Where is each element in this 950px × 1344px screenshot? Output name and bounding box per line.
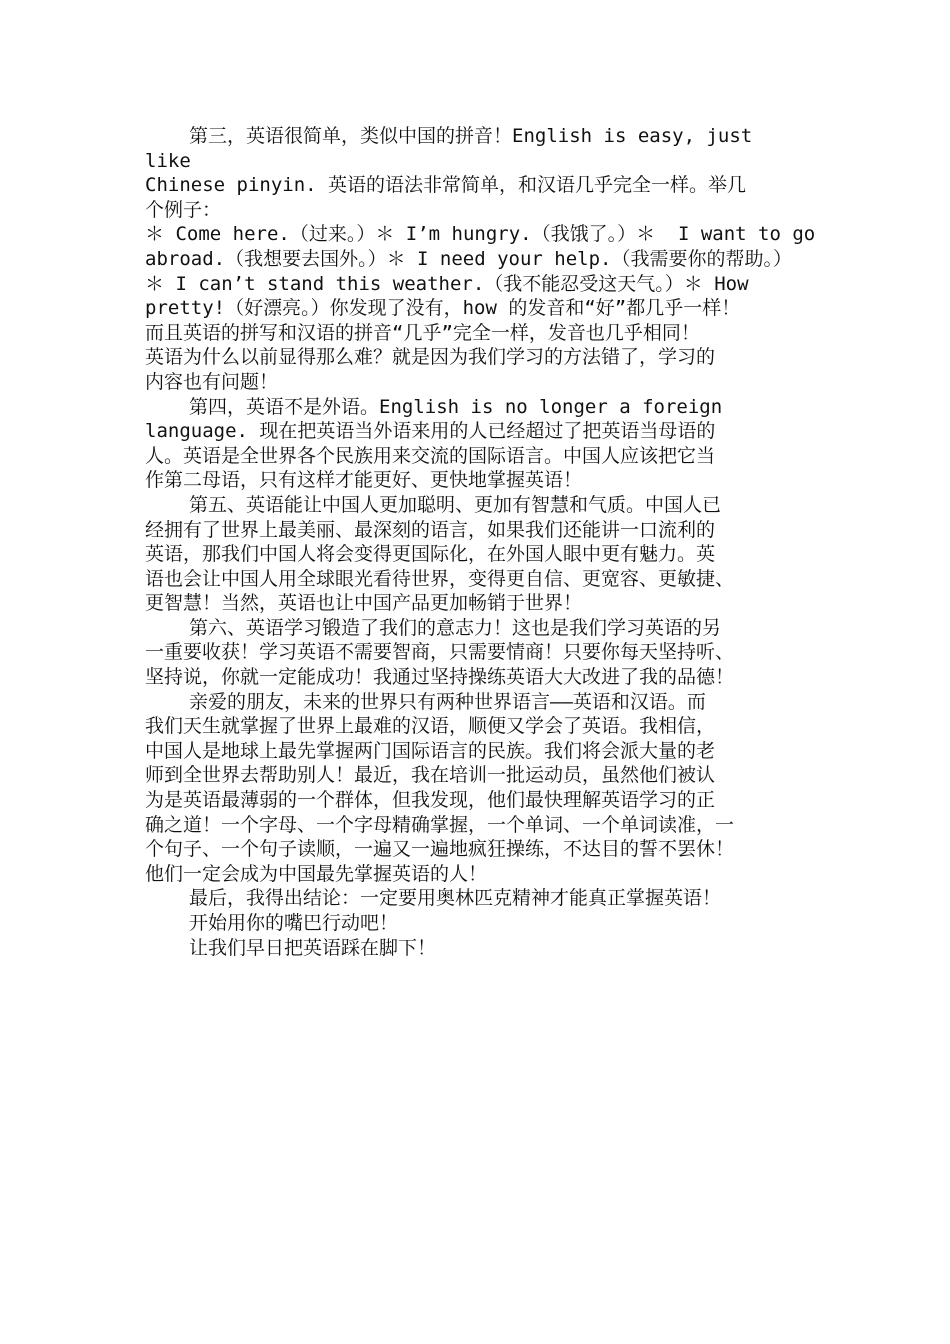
paragraph-5-line-2: 经拥有了世界上最美丽、最深刻的语言，如果我们还能讲一口流利的 (145, 518, 716, 541)
example-line-7: 内容也有问题！ (145, 370, 279, 393)
paragraph-7-line-2: 我们天生就掌握了世界上最难的汉语，顺便又学会了英语。我相信， (145, 715, 716, 738)
paragraph-4-line-4: 作第二母语，只有这样才能更好、更快地掌握英语！ (145, 469, 583, 492)
call-to-action-line-2: 让我们早日把英语踩在脚下！ (189, 936, 437, 959)
conclusion-line: 最后，我得出结论：一定要用奥林匹克精神才能真正掌握英语！ (189, 887, 722, 910)
paragraph-5-line-4: 语也会让中国人用全球眼光看待世界，变得更自信、更宽容、更敏捷、 (145, 567, 735, 590)
paragraph-6-line-1: 第六、英语学习锻造了我们的意志力！这也是我们学习英语的另 (189, 616, 722, 639)
paragraph-6-line-3: 坚持说，你就一定能成功！我通过坚持操练英语大大改进了我的品德！ (145, 666, 735, 689)
paragraph-5-line-1: 第五、英语能让中国人更加聪明、更加有智慧和气质。中国人已 (189, 493, 722, 516)
paragraph-7-line-1: 亲爱的朋友，未来的世界只有两种世界语言——英语和汉语。而 (189, 690, 706, 713)
paragraph-7-line-7: 个句子、一个句子读顺，一遍又一遍地疯狂操练，不达目的誓不罢休！ (145, 838, 735, 861)
example-line-2: abroad.（我想要去国外。）＊ I need your help.（我需要你的帮助。） (145, 247, 792, 270)
paragraph-7-line-5: 为是英语最薄弱的一个群体，但我发现，他们最快理解英语学习的正 (145, 789, 716, 812)
example-line-3: ＊ I can’t stand this weather.（我不能忍受这天气。）＊ How (145, 272, 749, 295)
paragraph-3-line-3: Chinese pinyin. 英语的语法非常简单，和汉语几乎完全一样。举几 (145, 174, 747, 197)
paragraph-4-line-1: 第四，英语不是外语。English is no longer a foreign (189, 395, 723, 418)
call-to-action-line-1: 开始用你的嘴巴行动吧！ (189, 912, 399, 934)
paragraph-7-line-3: 中国人是地球上最先掌握两门国际语言的民族。我们将会派大量的老 (145, 739, 716, 762)
paragraph-5-line-5: 更智慧！当然，英语也让中国产品更加畅销于世界！ (145, 592, 583, 615)
example-line-1: ＊ Come here.（过来。）＊ I’m hungry.（我饿了。）＊ I want to go (145, 223, 816, 246)
paragraph-3-line-4: 个例子： (145, 198, 222, 221)
paragraph-6-line-2: 一重要收获！学习英语不需要智商，只需要情商！只要你每天坚持听、 (145, 641, 735, 664)
example-line-4: pretty!（好漂亮。）你发现了没有，how 的发音和“好”都几乎一样！ (145, 297, 741, 320)
paragraph-4-line-2: language. 现在把英语当外语来用的人已经超过了把英语当母语的 (145, 420, 716, 443)
example-line-5: 而且英语的拼写和汉语的拼音“几乎”完全一样，发音也几乎相同！ (145, 321, 700, 344)
paragraph-4-line-3: 人。英语是全世界各个民族用来交流的国际语言。中国人应该把它当 (145, 444, 716, 467)
paragraph-7-line-4: 师到全世界去帮助别人！最近，我在培训一批运动员，虽然他们被认 (145, 764, 716, 787)
example-line-6: 英语为什么以前显得那么难？就是因为我们学习的方法错了，学习的 (145, 346, 716, 369)
paragraph-3-line-1: 第三，英语很简单，类似中国的拼音！English is easy, just (189, 125, 753, 147)
paragraph-5-line-3: 英语，那我们中国人将会变得更国际化，在外国人眼中更有魅力。英 (145, 543, 716, 566)
document-body (145, 124, 816, 960)
paragraph-7-line-8: 他们一定会成为中国最先掌握英语的人！ (145, 862, 488, 885)
paragraph-7-line-6: 确之道！一个字母、一个字母精确掌握，一个单词、一个单词读准，一 (145, 813, 735, 836)
paragraph-3-line-2: like (145, 149, 191, 172)
